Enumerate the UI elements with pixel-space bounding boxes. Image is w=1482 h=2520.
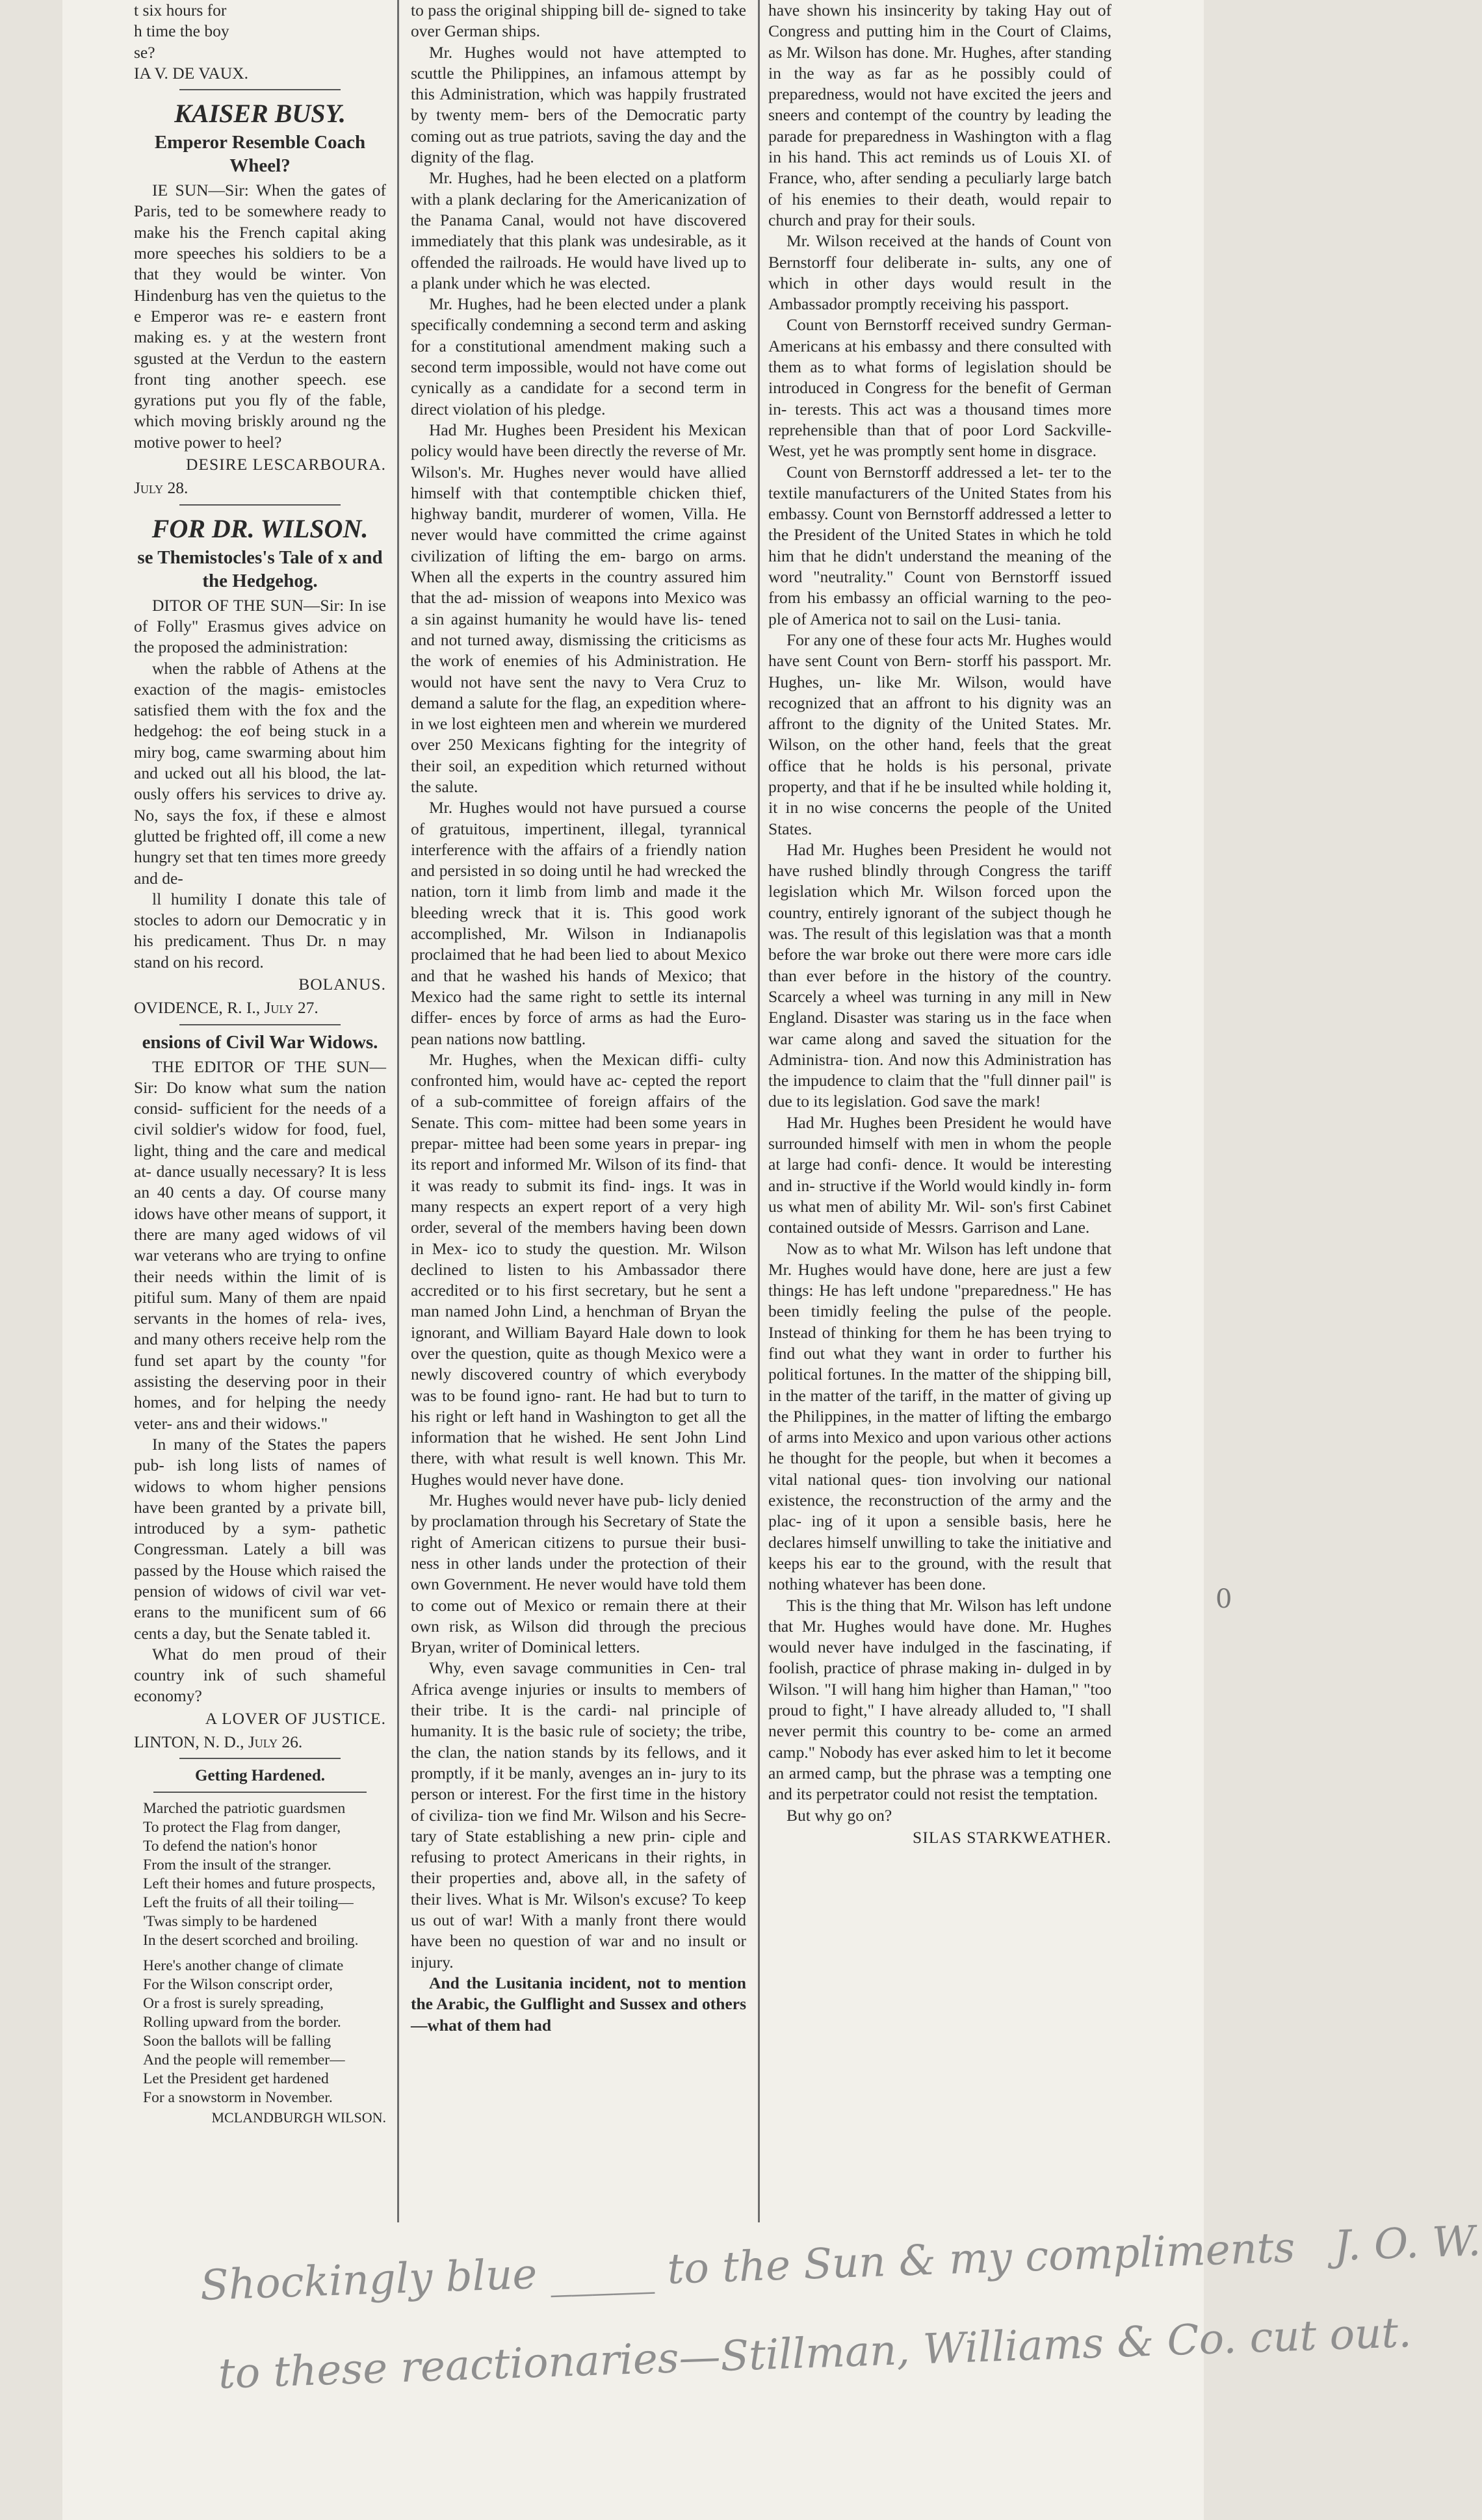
fragment-signature: IA V. DE VAUX. [134,63,248,83]
handwritten-text: Shockingly blue _____ to the Sun & my compliments [199,2224,1296,2310]
fragment-line: t six hours for [134,1,227,19]
separator [179,1758,341,1759]
handwritten-initials: J. O. W. [1333,2217,1482,2271]
signature: MCLANDBURGH WILSON. [211,2109,386,2126]
paragraph: Now as to what Mr. Wilson has left undone that Mr. Hughes would have done, here are just a few things: He has left undone "preparedness." He has been timidly feeling the pulse of the people. Instead of thinking for them he has been trying to find out what they want in order to further his political fortunes. In the matter of the shipping bill, in the matter of the tariff, in the matter of giving up the Philippines, in the matter of lifting the embargo of arms into Mexico and upon various other actions he thought for the people, but when it becomes a vital national ques- tion involving our national existence, the reconstruction of the army and the plac- ing of it upon a sensible basis, here he declares himself unwilling to take the initiative and keeps his ear to the ground, with the result that nothing whatever has been done. [768,1239,1112,1594]
poem-line: Here's another change of climate [143,1957,344,1975]
letter-kaiser [134,98,386,498]
poem-line: From the insult of the stranger. [143,1857,332,1874]
paragraph: Count von Bernstorff received sundry German-Americans at his embassy and there consulted with them as to what forms of legislation should be introduced in Congress for the benefit of German in- terests. This act was a thousand times more reprehensible than that of poor Lord Sackville-West, yet he was promptly sent home in disgrace. [768,315,1112,461]
letter-body: when the rabble of Athens at the exaction of the magis- emistocles satisfied them with the fox and the hedgehog: the eof being stuck in a miry bog, came swarming about him and ucked out all his blood, the lat- ously offers his services to drive ay. No, says the fox, if these e almost glutted be frighted off, ill come a new hungry set that ten times more greedy and de- [134,658,386,888]
poem-line: Left the fruits of all their toiling— [143,1894,354,1912]
paragraph: Mr. Hughes would not have pursued a course of gratuitous, impertinent, illegal, tyrannical interference with the affairs of a friendly nation and persisted in so doing until he had wrecked the nation, torn it limb from limb and made it the bleeding wreck that it is. This good work accomplished, Mr. Wilson in Indianapolis proclaimed that he had been lied to about Mexico and that he washed his hands of Mexico; that Mexico had the same right to settle its internal differ- ences by force of arms as had the Euro- pean nations now battling. [411,798,746,1048]
poem-line: For a snowstorm in November. [143,2089,333,2107]
poem-stanza [134,1799,386,1950]
signature: BOLANUS. [298,974,386,994]
newspaper-page [62,0,1482,2520]
poem-line: 'Twas simply to be hardened [143,1913,317,1931]
headline: FOR DR. WILSON. [151,513,369,543]
paragraph: But why go on? [786,1805,892,1825]
paragraph: And the Lusitania incident, not to mention the Arabic, the Gulflight and Sussex and others—what of them had [411,1973,746,2035]
signature: SILAS STARKWEATHER. [913,1827,1112,1847]
paragraph: For any one of these four acts Mr. Hughes would have sent Count von Bern- storff his passport. Mr. Hughes, un- like Mr. Wilson, would have recognized that an affront to his dignity was an affront to the dignity of the United States. Mr. Wilson, on the other hand, feels that the great office that he holds is his personal, private property, and that if he be insulted while holding it, it in no wise concerns the people of the United States. [768,630,1112,838]
letter-body: IE SUN—Sir: When the gates of Paris, ted to be somewhere ready to make his the French capital aking more speeches his soldiers to be a that they would be winter. Von Hindenburg has ven the quietus to the e Emperor was re- e eastern front making es. y at the western front sgusted at the Verdun to the eastern front ting another speech. ese gyrations put you fly of the fable, which moving briskly around ng the motive power to heel? [134,181,386,452]
handwritten-note-line1 [200,2215,1482,2312]
poem-line: To defend the nation's honor [143,1838,317,1855]
poem-line: Marched the patriotic guardsmen [143,1800,346,1818]
poem-line: In the desert scorched and broiling. [143,1932,359,1949]
dateline: OVIDENCE, R. I., July 27. [134,998,318,1018]
poem-line: Left their homes and future prospects, [143,1875,376,1893]
poem-title: Getting Hardened. [195,1767,325,1785]
headline: ensions of Civil War Widows. [142,1031,378,1053]
column-left [134,0,386,2229]
paragraph: This is the thing that Mr. Wilson has left undone that Mr. Hughes would have done. Mr. Hughes would never have indulged in the fascinating, if foolish, practice of phrase making in- dulged in by Wilson. "I will hang him higher than Haman," "too proud to fight," I have already alluded to, "I shall never permit this country to be- come an armed camp." Nobody has ever asked him to let it become an armed camp, but the phrase was a tempting one and its perpetrator could not resist the temptation. [768,1595,1112,1804]
letter-body: What do men proud of their country ink of such shameful economy? [134,1644,386,1706]
letter-body: ll humility I donate this tale of stocles to adorn our Democratic y in his predicament. Thus Dr. n may stand on his record. [134,889,386,971]
column-rule [758,0,760,2222]
headline: KAISER BUSY. [174,99,346,129]
paragraph: Had Mr. Hughes been President he would not have rushed blindly through Congress the tariff legislation which Mr. Wilson forced upon the country, entirely ignorant of the subject though he was. The result of this legislation was that a month before the war broke out there were more cars idle than ever before in the history of the country. Scarcely a wheel was turning in any mill in New England. Disaster was staring us in the face when war came along and saved the situation for the Administra- tion. And now this Administration has the impudence to claim that the "full dinner pail" is due to its legislation. God save the mark! [768,840,1112,1111]
subhead: Emperor Resemble Coach Wheel? [154,132,366,177]
separator [153,1792,367,1793]
poem-line: To protect the Flag from danger, [143,1819,341,1836]
paragraph: Mr. Hughes, when the Mexican diffi- culty confronted him, would have ac- cepted the report of a sub-committee of foreign affairs of the Senate. This com- mittee had been some years in prepar- mittee had been some years in prepar- ing its report and informed Mr. Wilson of its find- that it was ready to submit its find- ings. It was in many respects an expert report of a very high order, several of the members having been down in Mex- ico to study the question. Mr. Wilson declined to listen to his Ambassador there accredited or to his first secretary, but he sent a man named John Lind, a henchman of Bryan the ignorant, and William Bayard Hale down to look over the question, quite as though Mexico were a newly discovered country of which everybody was to be found igno- rant. He had but to turn to his right or left hand in Washington to get all the information that he wished. He sent John Lind there, with what result is well known. This Mr. Hughes would never have done. [411,1049,746,1489]
signature: DESIRE LESCARBOURA. [185,455,386,474]
separator [179,504,341,506]
column-right [768,0,1112,2229]
paragraph: Mr. Hughes would not have attempted to scuttle the Philippines, an infamous attempt by this Administration, which was happily frustrated by twenty mem- bers of the Democratic party coming out as true patriots, saving the day and the dignity of the flag. [411,42,746,167]
fragment-line: se? [134,42,155,62]
paragraph: Had Mr. Hughes been President his Mexican policy would have been directly the reverse of Mr. Wilson's. Mr. Hughes never would have allied himself with that contemptible chicken thief, highway bandit, murderer of women, Villa. He never would have committed the crime against civilization of lifting the em- bargo on arms. When all the experts in the country assured him that the ad- mission of weapons into Mexico was a sin against humanity he would have lis- tened and not turned away, dismissing the criticisms as the work of enemies of his Administration. He would not have sent the navy to Vera Cruz to demand a salute for the flag, an expedition where- in we lost eighteen men and wherein we murdered over 250 Mexicans fighting for the integrity of their soil, an expedition which returned without the salute. [411,420,746,796]
paragraph: Why, even savage communities in Cen- tral Africa avenge injuries or insults to members of their tribe. It is the cardi- nal principle of humanity. It is the basic rule of society; the tribe, the clan, the nation stands by its fellows, and it promptly, if it be manly, avenges an in- jury to its person or interest. For the first time in the history of civiliza- tion we find Mr. Wilson and his Secre- tary of State establishing a new prin- ciple and refusing to protect Americans in their rights, in their properties and, above all, in the safety of their lives. What is Mr. Wilson's excuse? To keep us out of war! With a manly front there would have been no question of war and no insult or injury. [411,1658,746,1972]
subhead: se Themistocles's Tale of x and the Hedgehog. [137,546,383,591]
fragment-line: h time the boy [134,21,229,41]
letter-body: DITOR OF THE SUN—Sir: In ise of Folly" Erasmus gives advice on the proposed the administration: [134,595,386,657]
paragraph: Mr. Hughes would never have pub- licly denied by proclamation through his Secretary of State the right of American citizens to pursue their busi- ness in other lands under the protection of their own Government. He never would have told them to come out of Mexico or remain there at their own risk, as Wilson did through the precious Bryan, writer of Dominical letters. [411,1491,746,1657]
handwritten-note-line2 [218,2307,1412,2400]
poem-line: Soon the ballots will be falling [143,2033,332,2050]
letter-pensions [134,1031,386,1753]
dateline: LINTON, N. D., July 26. [134,1732,303,1752]
poem-line: For the Wilson conscript order, [143,1976,333,1994]
paragraph: Mr. Hughes, had he been elected on a platform with a plank declaring for the Americanization of the Panama Canal, would not have discovered immediately that this plank was undesirable, as it offended the railroads. He would have lived up to a plank under which he was elected. [411,168,746,292]
poem-line: Rolling upward from the border. [143,2014,341,2031]
paragraph: to pass the original shipping bill de- signed to take over German ships. [411,1,746,41]
paragraph: Mr. Hughes, had he been elected under a plank specifically condemning a second term and asking for a constitutional amendment making such a second term impossible, would not have come out cynically as a candidate for a second term in direct violation of his pledge. [411,294,746,418]
poem-stanza [134,1957,386,2107]
letter-body: THE EDITOR OF THE SUN—Sir: Do know what sum the nation consid- sufficient for the needs of a civil soldier's widow for food, fuel, light, thing and the care and medical at- dance usually necessary? It is less an 40 cents a day. Of course many idows have other means of support, it there are many aged widows of vil war veterans who are trying to onfine their needs within the limit of is pitiful sum. Many of them are npaid servants in the homes of rela- ives, and many others receive help rom the fund set apart by the county "for assisting the deserving poor in their homes, and for helping the needy veter- ans and their widows." [134,1057,386,1433]
poem [134,1764,386,2128]
signature: A LOVER OF JUSTICE. [205,1708,386,1728]
margin-mark: 0 [1216,1584,1232,1614]
poem-line: Let the President get hardened [143,2070,329,2088]
column-middle [411,0,746,2229]
column-rule [397,0,399,2222]
dateline: July 28. [134,478,188,498]
paragraph: have shown his insincerity by taking Hay out of Congress and putting him in the Court of Claims, as Mr. Wilson has done. Mr. Hughes, after standing in the way as far as he possibly could of preparedness, would not have excited the jeers and sneers and contempt of the country by leading the parade for preparedness in Washington with a flag in his hand. This act reminds us of Louis XI. of France, who, after sending a peculiarly large batch of his enemies to their death, would repair to church and pray for their souls. [768,1,1112,229]
letter-body: In many of the States the papers pub- ish long lists of names of widows to whom higher pensions have been granted by a private bill, introduced by a sym- pathetic Congressman. Lately a bill was passed by the House which raised the pension of widows of civil war vet- erans to the munificent sum of 66 cents a day, but the Senate tabled it. [134,1434,386,1643]
paragraph: Count von Bernstorff addressed a let- ter to the textile manufacturers of the United States from his embassy. Count von Bernstorff addressed a letter to the President of the United States in which he told him that he didn't understand the meaning of the word "neutrality." Count von Bernstorff issued from his embassy an official warning to the peo- ple of America not to sail on the Lusi- tania. [768,462,1112,628]
separator [179,89,341,90]
separator [179,1024,341,1025]
letter-wilson [134,513,386,1019]
paragraph: Mr. Wilson received at the hands of Count von Bernstorff four deliberate in- sults, any one of which in other days would result in the Ambassador promptly receiving his passport. [768,231,1112,314]
handwritten-text: to these reactionaries—Stillman, Williams & Co. cut out. [217,2308,1412,2398]
poem-line: Or a frost is surely spreading, [143,1995,324,2012]
paragraph: Had Mr. Hughes been President he would have surrounded himself with men in whom the people at large had confi- dence. It would be interesting and in- structive if the World would kindly in- form us what men of ability Mr. Wil- son's first Cabinet contained outside of Messrs. Garrison and Lane. [768,1112,1112,1237]
poem-line: And the people will remember— [143,2051,345,2069]
